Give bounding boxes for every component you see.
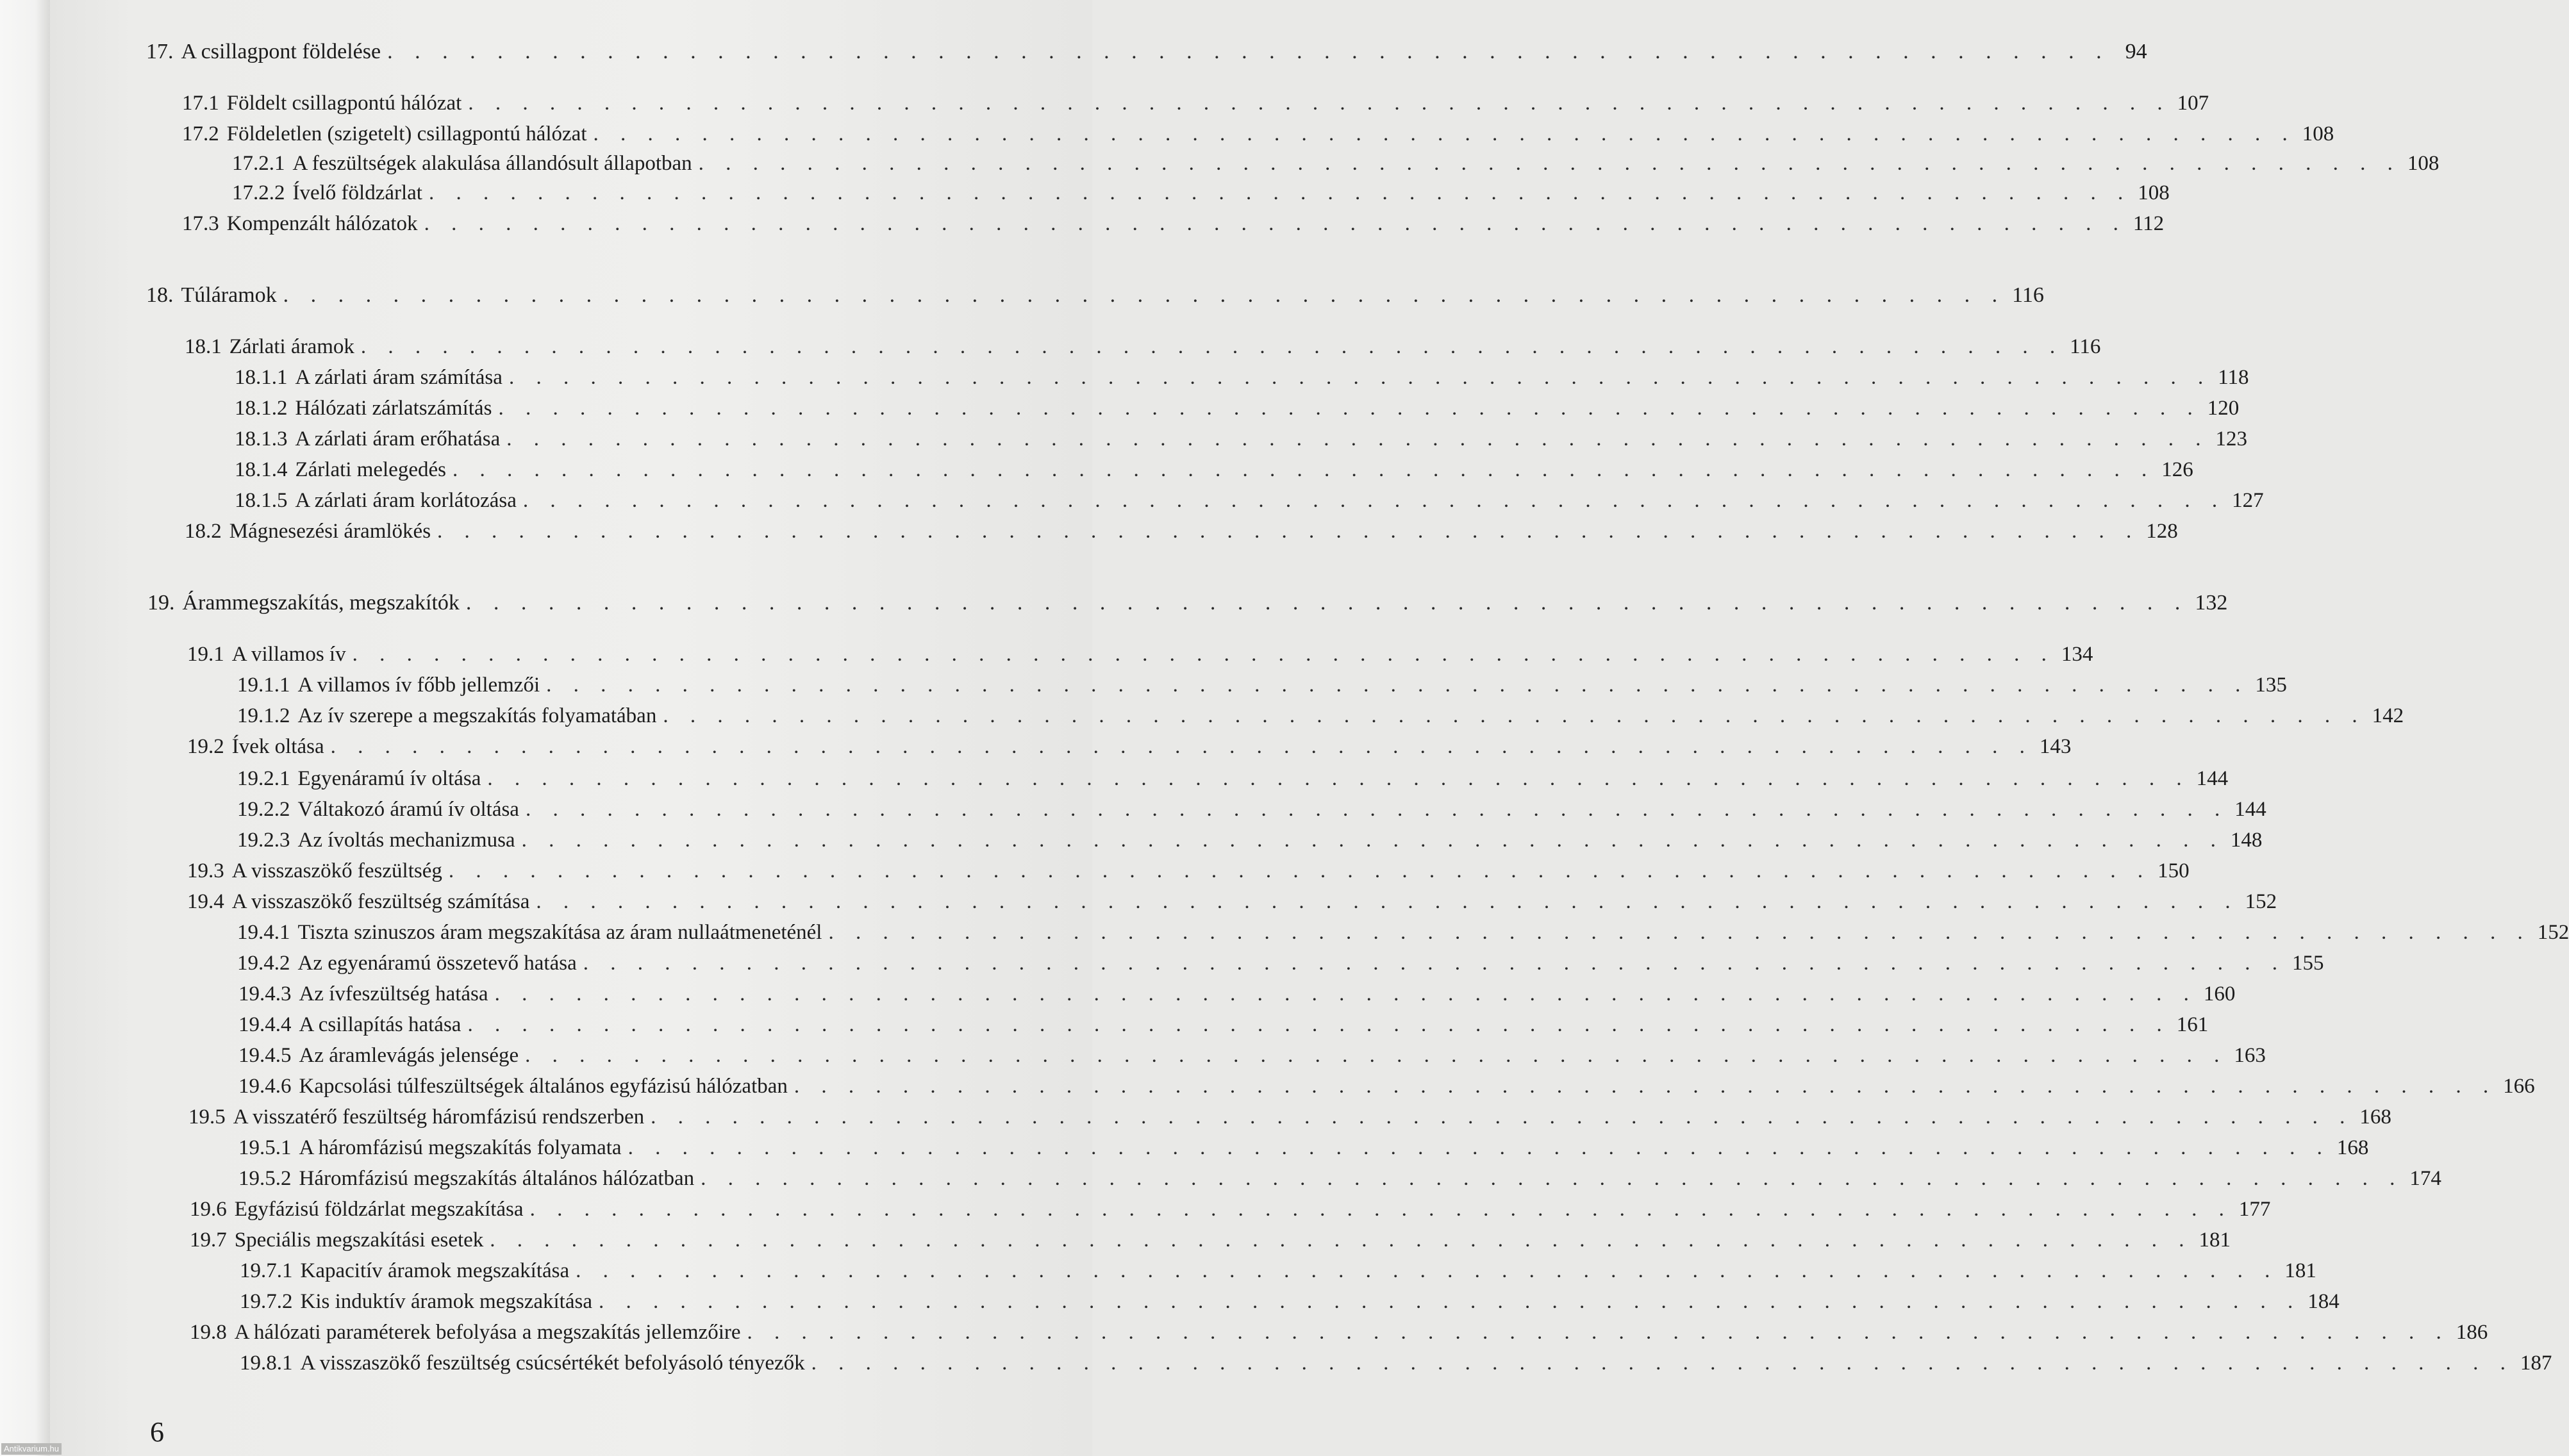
toc-dot-leader: . . . . . . . . . . . . . . . . . . . . . . . . . . . . . . . . . . . . . . . . . . . . . . . . . . . . . . . . . . . . . . . bbox=[467, 1013, 2170, 1036]
toc-entry-19-4-4 bbox=[238, 1011, 2209, 1038]
toc-entry-page: 126 bbox=[2161, 458, 2193, 481]
toc-dot-leader: . . . . . . . . . . . . . . . . . . . . . . . . . . . . . . . . . . . . . . . . . . . . . . . . . . . . . . . . . . . . . . . bbox=[508, 366, 2212, 389]
toc-entry-page: 184 bbox=[2307, 1290, 2340, 1313]
toc-entry-18-1-2 bbox=[235, 395, 2240, 422]
toc-entry-number: 17.2.1 bbox=[232, 152, 285, 175]
toc-dot-leader: . . . . . . . . . . . . . . . . . . . . . . . . . . . . . . . . . . . . . . . . . . . . . . . . . . . . . . . . . . . . . . . bbox=[546, 674, 2249, 697]
toc-entry-title: A visszaszökő feszültség számítása bbox=[231, 890, 530, 913]
toc-entry-number: 19.7 bbox=[190, 1228, 227, 1252]
toc-entry-19-1-2 bbox=[237, 702, 2404, 729]
toc-entry-number: 19.3 bbox=[187, 859, 224, 882]
toc-entry-title: A csillagpont földelése bbox=[181, 40, 381, 63]
toc-entry-title: Ívek oltása bbox=[231, 735, 324, 758]
toc-entry-19-3 bbox=[187, 857, 2190, 884]
toc-entry-page: 186 bbox=[2456, 1321, 2488, 1344]
toc-entry-title: Mágnesezési áramlökés bbox=[229, 520, 431, 543]
toc-entry-title: Háromfázisú megszakítás általános hálózatban bbox=[299, 1167, 695, 1190]
toc-entry-title: A zárlati áram korlátozása bbox=[295, 489, 517, 512]
toc-dot-leader: . . . . . . . . . . . . . . . . . . . . . . . . . . . . . . . . . . . . . . . . . . . . . . . . . . . . . . . . . . . . . . . bbox=[525, 1044, 2228, 1067]
toc-entry-title: A visszaszökő feszültség csúcsértékét befolyásoló tényezők bbox=[300, 1352, 805, 1375]
toc-entry-title: A villamos ív bbox=[231, 643, 346, 666]
toc-entry-number: 19.1.1 bbox=[237, 674, 290, 697]
toc-entry-page: 94 bbox=[2125, 40, 2147, 63]
toc-dot-leader: . . . . . . . . . . . . . . . . . . . . . . . . . . . . . . . . . . . . . . . . . . . . . . . . . . . . . . . . . . . . . . . bbox=[506, 427, 2209, 451]
toc-entry-title: Zárlati áramok bbox=[229, 335, 354, 358]
toc-entry-page: 143 bbox=[2039, 735, 2072, 758]
toc-dot-leader: . . . . . . . . . . . . . . . . . . . . . . . . . . . . . . . . . . . . . . . . . . . . . . . . . . . . . . . . . . . . . . . bbox=[360, 335, 2064, 358]
toc-dot-leader: . . . . . . . . . . . . . . . . . . . . . . . . . . . . . . . . . . . . . . . . . . . . . . . . . . . . . . . . . . . . . . . bbox=[663, 704, 2366, 727]
toc-entry-title: Árammegszakítás, megszakítók bbox=[182, 591, 460, 615]
toc-entry-number: 19.2.3 bbox=[237, 829, 290, 852]
toc-entry-number: 19.5.2 bbox=[238, 1167, 292, 1190]
toc-entry-page: 181 bbox=[2199, 1228, 2231, 1252]
toc-entry-number: 18. bbox=[146, 283, 174, 307]
toc-entry-18-1-3 bbox=[235, 426, 2247, 452]
toc-dot-leader: . . . . . . . . . . . . . . . . . . . . . . . . . . . . . . . . . . . . . . . . . . . . . . . . . . . . . . . . . . . . . . . bbox=[494, 982, 2197, 1005]
toc-entry-title: A zárlati áram számítása bbox=[295, 366, 503, 389]
toc-entry-number: 17.3 bbox=[182, 212, 219, 235]
toc-entry-17-3 bbox=[182, 210, 2165, 237]
toc-dot-leader: . . . . . . . . . . . . . . . . . . . . . . . . . . . . . . . . . . . . . . . . . . . . . . . . . . . . . . . . . . . . . . . bbox=[536, 890, 2239, 913]
toc-entry-title: Túláramok bbox=[181, 283, 277, 307]
toc-entry-page: 134 bbox=[2061, 643, 2093, 666]
toc-dot-leader: . . . . . . . . . . . . . . . . . . . . . . . . . . . . . . . . . . . . . . . . . . . . . . . . . . . . . . . . . . . . . . . bbox=[747, 1321, 2450, 1344]
toc-entry-title: Hálózati zárlatszámítás bbox=[295, 397, 492, 420]
toc-dot-leader: . . . . . . . . . . . . . . . . . . . . . . . . . . . . . . . . . . . . . . . . . . . . . . . . . . . . . . . . . . . . . . . bbox=[428, 181, 2132, 204]
toc-entry-number: 19.4.3 bbox=[238, 982, 292, 1005]
toc-dot-leader: . . . . . . . . . . . . . . . . . . . . . . . . . . . . . . . . . . . . . . . . . . . . . . . . . . . . . . . . . . . . . . . bbox=[452, 458, 2156, 481]
toc-entry-title: Ívelő földzárlat bbox=[292, 181, 422, 204]
toc-entry-page: 112 bbox=[2133, 212, 2165, 235]
toc-entry-page: 118 bbox=[2218, 366, 2249, 389]
toc-entry-title: Kapacitív áramok megszakítása bbox=[300, 1259, 570, 1282]
toc-entry-chapter-17 bbox=[146, 38, 2147, 65]
toc-entry-number: 18.1.3 bbox=[235, 427, 288, 451]
toc-dot-leader: . . . . . . . . . . . . . . . . . . . . . . . . . . . . . . . . . . . . . . . . . . . . . . . . . . . . . . . . . . . . . . . bbox=[598, 1290, 2302, 1313]
toc-entry-title: Az ívoltás mechanizmusa bbox=[297, 829, 515, 852]
toc-dot-leader: . . . . . . . . . . . . . . . . . . . . . . . . . . . . . . . . . . . . . . . . . . . . . . . . . . . . . . . . . . . . . . . bbox=[525, 798, 2229, 821]
toc-entry-page: 155 bbox=[2291, 952, 2324, 975]
toc-entry-number: 19.8.1 bbox=[240, 1352, 293, 1375]
toc-dot-leader: . . . . . . . . . . . . . . . . . . . . . . . . . . . . . . . . . . . . . . . . . . . . . . . . . . . . . . . . . . . . . . . bbox=[283, 283, 2006, 307]
toc-entry-chapter-18 bbox=[146, 282, 2044, 309]
toc-entry-page: 108 bbox=[2302, 122, 2334, 145]
toc-entry-number: 17.1 bbox=[182, 92, 219, 115]
toc-entry-page: 168 bbox=[2359, 1105, 2391, 1129]
toc-entry-page: 120 bbox=[2207, 397, 2240, 420]
toc-dot-leader: . . . . . . . . . . . . . . . . . . . . . . . . . . . . . . . . . . . . . . . . . . . . . . . . . . . . . . . . . . . . . . . bbox=[487, 767, 2190, 790]
toc-entry-page: 150 bbox=[2157, 859, 2190, 882]
toc-entry-19-1 bbox=[187, 641, 2093, 668]
toc-entry-page: 148 bbox=[2230, 829, 2263, 852]
toc-dot-leader: . . . . . . . . . . . . . . . . . . . . . . . . . . . . . . . . . . . . . . . . . . . . . . . . . . . . . . . . . . . . . . . bbox=[628, 1136, 2331, 1159]
toc-entry-page: 144 bbox=[2196, 767, 2229, 790]
toc-entry-page: 152 bbox=[2245, 890, 2277, 913]
toc-entry-19-4-1 bbox=[237, 919, 2569, 946]
toc-entry-title: Kis induktív áramok megszakítása bbox=[300, 1290, 592, 1313]
toc-entry-page: 142 bbox=[2372, 704, 2404, 727]
toc-entry-number: 17.2.2 bbox=[232, 181, 285, 204]
toc-entry-19-6 bbox=[190, 1196, 2271, 1223]
toc-dot-leader: . . . . . . . . . . . . . . . . . . . . . . . . . . . . . . . . . . . . . . . . . . . . . . . . . . . . . . . . . . . . . . . bbox=[828, 921, 2531, 944]
toc-entry-number: 19.1 bbox=[187, 643, 224, 666]
toc-entry-number: 19.1.2 bbox=[237, 704, 290, 727]
toc-entry-page: 168 bbox=[2336, 1136, 2369, 1159]
toc-entry-17-2-2 bbox=[232, 179, 2170, 206]
toc-entry-19-7-1 bbox=[240, 1257, 2316, 1284]
toc-entry-number: 18.1.5 bbox=[235, 489, 288, 512]
toc-entry-17-1 bbox=[182, 90, 2209, 117]
toc-entry-title: Kompenzált hálózatok bbox=[226, 212, 418, 235]
toc-entry-title: A zárlati áram erőhatása bbox=[295, 427, 501, 451]
toc-entry-19-2 bbox=[187, 733, 2072, 760]
toc-entry-page: 174 bbox=[2409, 1167, 2441, 1190]
toc-dot-leader: . . . . . . . . . . . . . . . . . . . . . . . . . . . . . . . . . . . . . . . . . . . . . . . . . . . . . . . . . . . . . . . bbox=[701, 1167, 2404, 1190]
toc-dot-leader: . . . . . . . . . . . . . . . . . . . . . . . . . . . . . . . . . . . . . . . . . . . . . . . . . . . . . . . . . . . . . . . bbox=[490, 1228, 2193, 1252]
toc-entry-page: 116 bbox=[2070, 335, 2101, 358]
toc-dot-leader: . . . . . . . . . . . . . . . . . . . . . . . . . . . . . . . . . . . . . . . . . . . . . . . . . . . . . . . . . . . . . . . bbox=[387, 40, 2110, 63]
toc-entry-page: 161 bbox=[2176, 1013, 2209, 1036]
toc-entry-chapter-19 bbox=[147, 590, 2228, 616]
toc-entry-page: 127 bbox=[2232, 489, 2264, 512]
toc-dot-leader: . . . . . . . . . . . . . . . . . . . . . . . . . . . . . . . . . . . . . . . . . . . . . . . . . . . . . . . . . . . . . . . bbox=[593, 122, 2296, 145]
toc-dot-leader: . . . . . . . . . . . . . . . . . . . . . . . . . . . . . . . . . . . . . . . . . . . . . . . . . . . . . . . . . . . . . . . bbox=[448, 859, 2152, 882]
toc-entry-number: 19.6 bbox=[190, 1198, 227, 1221]
toc-dot-leader: . . . . . . . . . . . . . . . . . . . . . . . . . . . . . . . . . . . . . . . . . . . . . . . . . . . . . . . . . . . . . . . bbox=[330, 735, 2033, 758]
toc-entry-18-1-1 bbox=[235, 364, 2249, 391]
toc-entry-title: A csillapítás hatása bbox=[299, 1013, 461, 1036]
toc-entry-title: A feszültségek alakulása állandósult állapotban bbox=[292, 152, 692, 175]
toc-entry-title: Tiszta szinuszos áram megszakítása az áram nullaátmeneténél bbox=[297, 921, 822, 944]
toc-entry-title: Az áramlevágás jelensége bbox=[299, 1044, 519, 1067]
toc-entry-page: 108 bbox=[2138, 181, 2170, 204]
toc-entry-title: Zárlati melegedés bbox=[295, 458, 446, 481]
toc-entry-19-7 bbox=[190, 1227, 2231, 1253]
toc-entry-number: 19.4.1 bbox=[237, 921, 290, 944]
toc-entry-19-8-1 bbox=[240, 1350, 2552, 1377]
toc-entry-number: 19.7.2 bbox=[240, 1290, 293, 1313]
page-number: 6 bbox=[150, 1416, 164, 1448]
toc-entry-page: 187 bbox=[2520, 1352, 2552, 1375]
toc-entry-number: 17. bbox=[146, 40, 174, 63]
toc-entry-19-1-1 bbox=[237, 672, 2287, 699]
toc-entry-page: 135 bbox=[2255, 674, 2287, 697]
toc-entry-title: Az ívfeszültség hatása bbox=[299, 982, 488, 1005]
toc-entry-title: Az egyenáramú összetevő hatása bbox=[297, 952, 577, 975]
toc-entry-19-4-6 bbox=[238, 1073, 2535, 1100]
toc-entry-17-2-1 bbox=[232, 150, 2440, 177]
toc-entry-19-8 bbox=[190, 1319, 2488, 1346]
toc-entry-number: 19.5 bbox=[188, 1105, 226, 1129]
toc-dot-leader: . . . . . . . . . . . . . . . . . . . . . . . . . . . . . . . . . . . . . . . . . . . . . . . . . . . . . . . . . . . . . . . bbox=[651, 1105, 2354, 1129]
toc-entry-18-2 bbox=[185, 518, 2178, 545]
toc-entry-18-1-5 bbox=[235, 487, 2264, 514]
toc-entry-title: A villamos ív főbb jellemzői bbox=[297, 674, 540, 697]
toc-entry-title: Az ív szerepe a megszakítás folyamatában bbox=[297, 704, 657, 727]
toc-entry-page: 128 bbox=[2146, 520, 2178, 543]
toc-entry-number: 19.7.1 bbox=[240, 1259, 293, 1282]
toc-entry-number: 18.1.4 bbox=[235, 458, 288, 481]
toc-entry-19-4-3 bbox=[238, 980, 2236, 1007]
toc-entry-number: 19. bbox=[147, 591, 175, 615]
toc-entry-title: Kapcsolási túlfeszültségek általános egyfázisú hálózatban bbox=[299, 1075, 788, 1098]
toc-entry-18-1-4 bbox=[235, 456, 2193, 483]
toc-entry-page: 177 bbox=[2238, 1198, 2271, 1221]
watermark-logo: Antikvarium.hu bbox=[1, 1443, 62, 1455]
toc-entry-number: 18.1.2 bbox=[235, 397, 288, 420]
toc-entry-19-4-5 bbox=[238, 1042, 2266, 1069]
toc-entry-title: Váltakozó áramú ív oltása bbox=[297, 798, 519, 821]
toc-dot-leader: . . . . . . . . . . . . . . . . . . . . . . . . . . . . . . . . . . . . . . . . . . . . . . . . . . . . . . . . . . . . . . . bbox=[811, 1352, 2514, 1375]
toc-entry-title: Speciális megszakítási esetek bbox=[234, 1228, 484, 1252]
toc-entry-page: 132 bbox=[2195, 591, 2228, 615]
toc-entry-page: 107 bbox=[2177, 92, 2209, 115]
toc-entry-title: Földelt csillagpontú hálózat bbox=[226, 92, 462, 115]
toc-entry-title: Egyfázisú földzárlat megszakítása bbox=[234, 1198, 524, 1221]
toc-entry-number: 18.2 bbox=[185, 520, 222, 543]
toc-entry-number: 19.2.1 bbox=[237, 767, 290, 790]
toc-dot-leader: . . . . . . . . . . . . . . . . . . . . . . . . . . . . . . . . . . . . . . . . . . . . . . . . . . . . . . . . . . . . . . . bbox=[576, 1259, 2279, 1282]
toc-dot-leader: . . . . . . . . . . . . . . . . . . . . . . . . . . . . . . . . . . . . . . . . . . . . . . . . . . . . . . . . . . . . . . . bbox=[583, 952, 2286, 975]
toc-entry-number: 19.4.2 bbox=[237, 952, 290, 975]
toc-entry-19-4-2 bbox=[237, 950, 2324, 977]
toc-dot-leader: . . . . . . . . . . . . . . . . . . . . . . . . . . . . . . . . . . . . . . . . . . . . . . . . . . . . . . . . . . . . . . . bbox=[698, 152, 2401, 175]
toc-entry-number: 19.4 bbox=[187, 890, 224, 913]
toc-dot-leader: . . . . . . . . . . . . . . . . . . . . . . . . . . . . . . . . . . . . . . . . . . . . . . . . . . . . . . . . . . . . . . . bbox=[424, 212, 2127, 235]
toc-dot-leader: . . . . . . . . . . . . . . . . . . . . . . . . . . . . . . . . . . . . . . . . . . . . . . . . . . . . . . . . . . . . . . . bbox=[468, 92, 2171, 115]
toc-entry-number: 19.2 bbox=[187, 735, 224, 758]
toc-entry-page: 166 bbox=[2503, 1075, 2535, 1098]
toc-entry-19-2-2 bbox=[237, 796, 2266, 823]
toc-dot-leader: . . . . . . . . . . . . . . . . . . . . . . . . . . . . . . . . . . . . . . . . . . . . . . . . . . . . . . . . . . . . . . . bbox=[498, 397, 2201, 420]
toc-dot-leader: . . . . . . . . . . . . . . . . . . . . . . . . . . . . . . . . . . . . . . . . . . . . . . . . . . . . . . . . . . . . . . . bbox=[465, 591, 2189, 615]
toc-entry-number: 18.1.1 bbox=[235, 366, 288, 389]
toc-entry-page: 144 bbox=[2234, 798, 2266, 821]
toc-entry-19-7-2 bbox=[240, 1288, 2340, 1315]
toc-entry-title: A visszatérő feszültség háromfázisú rendszerben bbox=[233, 1105, 645, 1129]
toc-entry-19-5-2 bbox=[238, 1165, 2441, 1192]
toc-entry-19-2-1 bbox=[237, 765, 2229, 792]
toc-entry-number: 17.2 bbox=[182, 122, 219, 145]
toc-entry-page: 181 bbox=[2284, 1259, 2316, 1282]
toc-entry-title: Egyenáramú ív oltása bbox=[297, 767, 481, 790]
toc-entry-title: A visszaszökő feszültség bbox=[231, 859, 442, 882]
toc-entry-page: 160 bbox=[2203, 982, 2236, 1005]
toc-entry-number: 19.4.6 bbox=[238, 1075, 292, 1098]
toc-entry-number: 19.4.4 bbox=[238, 1013, 292, 1036]
toc-dot-leader: . . . . . . . . . . . . . . . . . . . . . . . . . . . . . . . . . . . . . . . . . . . . . . . . . . . . . . . . . . . . . . . bbox=[437, 520, 2140, 543]
toc-entry-title: A háromfázisú megszakítás folyamata bbox=[299, 1136, 622, 1159]
toc-entry-number: 19.8 bbox=[190, 1321, 227, 1344]
toc-entry-17-2 bbox=[182, 120, 2334, 147]
toc-dot-leader: . . . . . . . . . . . . . . . . . . . . . . . . . . . . . . . . . . . . . . . . . . . . . . . . . . . . . . . . . . . . . . . bbox=[529, 1198, 2232, 1221]
toc-entry-19-4 bbox=[187, 888, 2277, 915]
toc-entry-19-5-1 bbox=[238, 1134, 2369, 1161]
toc-entry-page: 108 bbox=[2407, 152, 2440, 175]
toc-entry-18-1 bbox=[185, 333, 2101, 360]
toc-entry-number: 19.4.5 bbox=[238, 1044, 292, 1067]
toc-entry-number: 19.5.1 bbox=[238, 1136, 292, 1159]
toc-dot-leader: . . . . . . . . . . . . . . . . . . . . . . . . . . . . . . . . . . . . . . . . . . . . . . . . . . . . . . . . . . . . . . . bbox=[794, 1075, 2497, 1098]
toc-entry-title: Földeletlen (szigetelt) csillagpontú hálózat bbox=[226, 122, 587, 145]
toc-entry-title: A hálózati paraméterek befolyása a megszakítás jellemzőire bbox=[234, 1321, 741, 1344]
toc-entry-page: 116 bbox=[2012, 283, 2044, 307]
toc-entry-number: 18.1 bbox=[185, 335, 222, 358]
toc-entry-19-5 bbox=[188, 1104, 2391, 1130]
toc-entry-number: 19.2.2 bbox=[237, 798, 290, 821]
toc-dot-leader: . . . . . . . . . . . . . . . . . . . . . . . . . . . . . . . . . . . . . . . . . . . . . . . . . . . . . . . . . . . . . . . bbox=[522, 489, 2226, 512]
toc-entry-19-2-3 bbox=[237, 827, 2263, 854]
toc-entry-page: 123 bbox=[2215, 427, 2247, 451]
toc-dot-leader: . . . . . . . . . . . . . . . . . . . . . . . . . . . . . . . . . . . . . . . . . . . . . . . . . . . . . . . . . . . . . . . bbox=[352, 643, 2055, 666]
toc-entry-page: 163 bbox=[2234, 1044, 2266, 1067]
toc-entry-page: 152 bbox=[2537, 921, 2569, 944]
toc-dot-leader: . . . . . . . . . . . . . . . . . . . . . . . . . . . . . . . . . . . . . . . . . . . . . . . . . . . . . . . . . . . . . . . bbox=[521, 829, 2224, 852]
